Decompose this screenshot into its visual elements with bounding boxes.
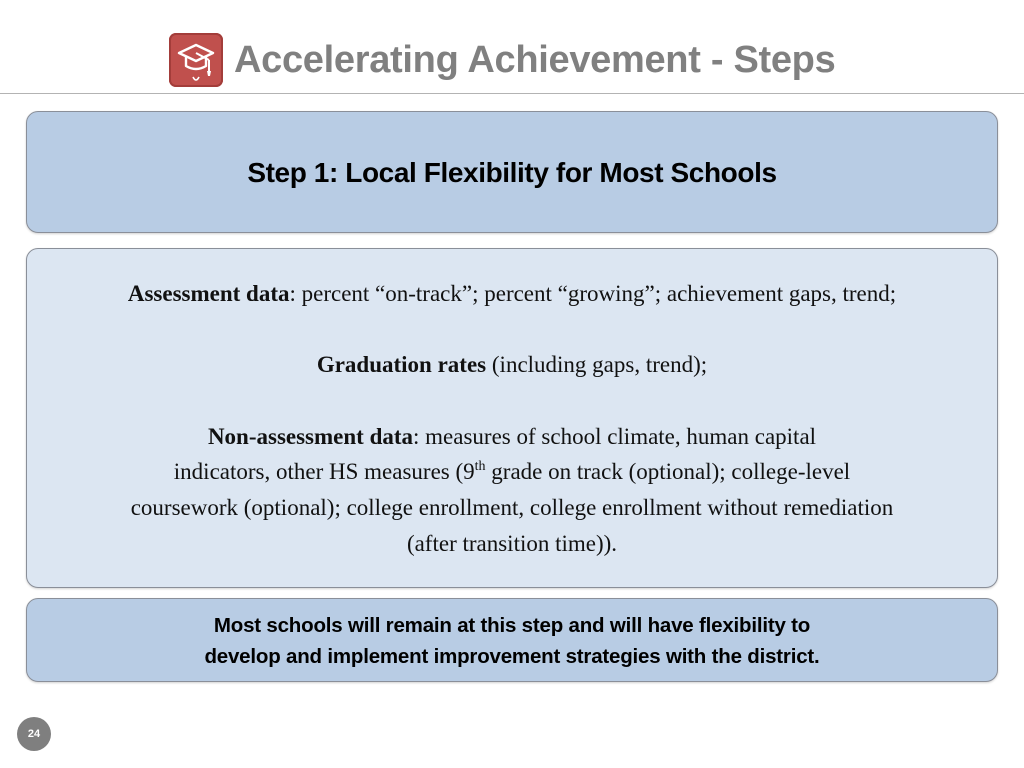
non-assessment-label: Non-assessment data [207, 424, 414, 449]
non-assessment-line-3: coursework (optional); college enrollment, college enrollment without remediation [130, 495, 894, 520]
assessment-data-line [27, 279, 997, 309]
header-divider [0, 93, 1024, 94]
slide-header [0, 0, 1024, 94]
graduation-cap-icon [169, 33, 223, 87]
graduation-rates-line [27, 350, 997, 380]
graduation-label: Graduation rates [316, 352, 487, 377]
assessment-text: : percent “on-track”; percent “growing”; achievement gaps, trend; [289, 281, 897, 306]
non-assessment-text: : measures of school climate, human capital [413, 424, 817, 449]
non-assessment-line-2 [27, 457, 997, 487]
assessment-label: Assessment data [127, 281, 290, 306]
detail-box [26, 248, 998, 588]
slide-title: Accelerating Achievement - Steps [234, 39, 836, 81]
non-assessment-line-2-pre: indicators, other HS measures (9 [173, 459, 475, 484]
non-assessment-line-4: (after transition time)). [406, 531, 618, 556]
ordinal-superscript: th [474, 459, 486, 474]
step-title: Step 1: Local Flexibility for Most Schools [247, 157, 777, 188]
page-number-badge: 24 [17, 717, 51, 751]
graduation-text: (including gaps, trend); [486, 352, 708, 377]
non-assessment-line-2-post: grade on track (optional); college-level [485, 459, 851, 484]
note-line-2: develop and implement improvement strategies with the district. [204, 645, 820, 668]
note-box [26, 598, 998, 682]
note-line-1: Most schools will remain at this step and will have flexibility to [213, 614, 811, 637]
non-assessment-line-1 [27, 422, 997, 452]
step-box [26, 111, 998, 233]
